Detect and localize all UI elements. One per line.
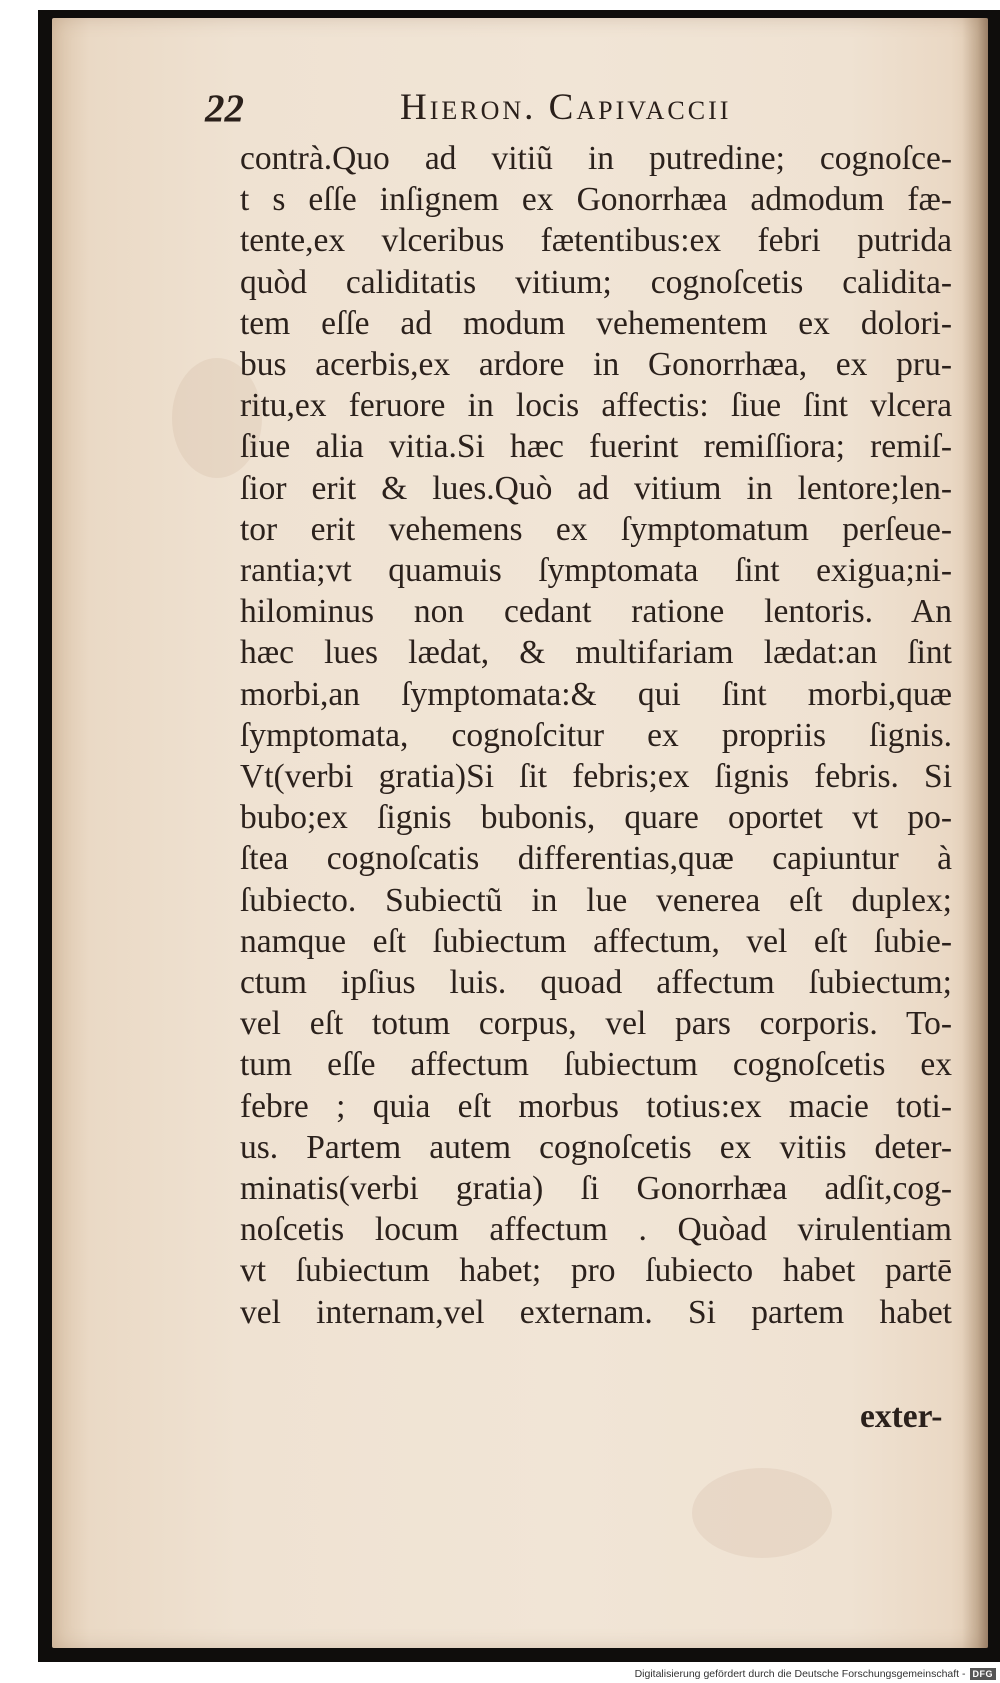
text-line: vel internam,vel externam. Si partem habet — [240, 1293, 952, 1331]
page-number: 22 — [205, 87, 244, 130]
digitization-credit — [635, 1668, 996, 1680]
page-edge-shadow — [962, 18, 988, 1648]
text-line: morbi,an ſymptomata:& qui ſint morbi,quæ — [240, 675, 952, 713]
text-line: namque eſt ſubiectum affectum, vel eſt ſubie- — [240, 922, 952, 960]
text-line: ritu,ex feruore in locis affectis: ſiue ſint vlcera — [240, 387, 952, 425]
text-line: ſymptomata, cognoſcitur ex propriis ſignis. — [240, 716, 952, 754]
text-line: tem eſſe ad modum vehementem ex dolori- — [240, 304, 952, 342]
text-line: ſiue alia vitia.Si hæc fuerint remiſſiora; remiſ- — [240, 428, 952, 466]
text-line: tente,ex vlceribus fætentibus:ex febri putrida — [240, 222, 952, 260]
text-line: Vt(verbi gratia)Si ſit febris;ex ſignis febris. Si — [240, 758, 952, 796]
text-line: hæc lues lædat, & multifariam lædat:an ſint — [240, 634, 952, 672]
text-line: tum eſſe affectum ſubiectum cognoſcetis ex — [240, 1046, 952, 1084]
text-line: rantia;vt quamuis ſymptomata ſint exigua;ni- — [240, 552, 952, 590]
paper-stain — [692, 1468, 832, 1558]
text-line: hilominus non cedant ratione lentoris. An — [240, 593, 952, 631]
text-line: ſubiecto. Subiectũ in lue venerea eſt duplex; — [240, 881, 952, 919]
text-line: t s eſſe inſignem ex Gonorrhæa admodum fæ- — [240, 181, 952, 219]
credit-text: Digitalisierung gefördert durch die Deutsche Forschungsgemeinschaft - — [634, 1668, 966, 1680]
dfg-logo-icon: DFG — [970, 1668, 997, 1680]
text-line: bubo;ex ſignis bubonis, quare oportet vt po- — [240, 799, 952, 837]
text-line: ſtea cognoſcatis differentias,quæ capiuntur à — [240, 840, 952, 878]
running-head-title: Hieron. Capivaccii — [400, 87, 732, 128]
body-text — [240, 138, 960, 1333]
text-line: contrà.Quo ad vitiũ in putredine; cognoſce- — [240, 140, 952, 177]
text-line: bus acerbis,ex ardore in Gonorrhæa, ex pru- — [240, 346, 952, 384]
text-line: tor erit vehemens ex ſymptomatum perſeue- — [240, 510, 952, 548]
text-line: vel eſt totum corpus, vel pars corporis. To- — [240, 1005, 952, 1043]
text-line: minatis(verbi gratia) ſi Gonorrhæa adſit,cog- — [240, 1170, 952, 1208]
text-line: vt ſubiectum habet; pro ſubiecto habet partē — [240, 1252, 952, 1290]
text-line: ſior erit & lues.Quò ad vitium in lentore;len- — [240, 469, 952, 507]
text-line: noſcetis locum affectum . Quòad virulentiam — [240, 1211, 952, 1249]
text-line: us. Partem autem cognoſcetis ex vitiis deter- — [240, 1128, 952, 1166]
text-line: quòd caliditatis vitium; cognoſcetis calidita- — [240, 263, 952, 301]
catchword: exter- — [860, 1398, 943, 1435]
text-line: febre ; quia eſt morbus totius:ex macie toti- — [240, 1087, 952, 1125]
text-line: ctum ipſius luis. quoad affectum ſubiectum; — [240, 964, 952, 1002]
